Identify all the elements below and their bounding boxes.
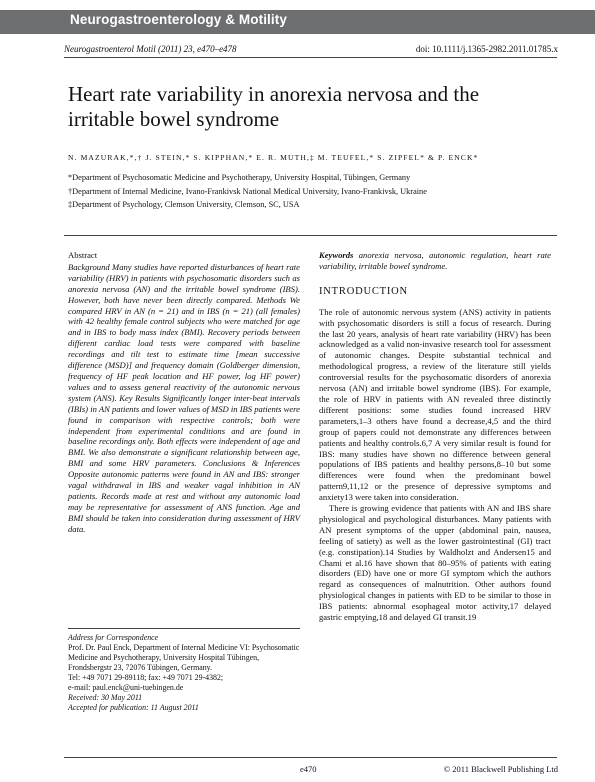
accepted-date: Accepted for publication: 11 August 2011 — [68, 703, 199, 712]
intro-paragraph-2: There is growing evidence that patients with AN and IBS share physiological and psychological disturbances. Many patients with AN present symptoms of the upper (abdominal pain, nausea, feeling of satiety) as well as the lower gastrointestinal (GI) tract (e.g. constipation).14 Studies by Waldholzt and Andersen15 and Chami et al.16 have shown that 80–95% of patients with eating disorders (ED) have one or more GI symptom which the authors regard as consequences of malnutrition. Other authors found physiological changes in patients with ED to be similar to those in IBS patients: abnormal esophageal motor activity,17 delayed gastric emptying,18 and delayed GI transit.19 — [319, 503, 551, 623]
affiliation-3: ‡Department of Psychology, Clemson University, Clemson, SC, USA — [68, 200, 300, 209]
article-title: Heart rate variability in anorexia nervosa and the irritable bowel syndrome — [68, 82, 480, 131]
correspondence-rule — [68, 628, 300, 629]
right-column — [319, 250, 551, 623]
keywords — [319, 250, 551, 272]
keywords-text: anorexia nervosa, autonomic regulation, heart rate variability, irritable bowel syndrome. — [319, 250, 551, 271]
authors: N. MAZURAK,*,† J. STEIN,* S. KIPPHAN,* E. R. MUTH,‡ M. TEUFEL,* S. ZIPFEL* & P. ENCK* — [68, 153, 479, 162]
affiliation-1: *Department of Psychosomatic Medicine and Psychotherapy, University Hospital, Tübingen, Germany — [68, 173, 411, 182]
abstract-heading: Abstract — [68, 250, 98, 260]
correspondence-email[interactable]: e-mail: paul.enck@uni-tuebingen.de — [68, 683, 184, 692]
correspondence — [68, 633, 300, 713]
received-date: Received: 30 May 2011 — [68, 693, 143, 702]
footer-rule — [64, 757, 557, 758]
doi: doi: 10.1111/j.1365-2982.2011.01785.x — [415, 44, 558, 54]
citation: Neurogastroenterol Motil (2011) 23, e470–e478 — [64, 44, 237, 54]
section-rule — [64, 235, 557, 236]
journal-name: Neurogastroenterology & Motility — [70, 12, 287, 27]
copyright: © 2011 Blackwell Publishing Ltd — [443, 764, 558, 774]
abstract-text: Background Many studies have reported disturbances of heart rate variability (HRV) in patients with psychosomatic disorders such as anorexia nervosa (AN) and the irritable bowel syndrome (IBS). However, both have never been directly compared. Methods We compared HRV in AN (n = 21) and in IBS (n = 21) (all females) with 42 healthy female control subjects who were matched for age and in IBS to body mass index (BMI). Recovery periods between different cardiac load tests were compared with baseline recordings and tilt test to estimate time [mean successive difference (MSD)] and frequency domain (Goldberger dimension, frequency of HF peak location and HF power, log HF power) values and to assess general reactivity of the autonomic nervous system (ANS). Key Results Significantly longer inter-beat intervals (IBIs) in AN patients and lower values of MSD in IBS patients were found in comparison with respective controls; both were independent from experimental conditions and are found in baseline recordings only. Both effects were independent of age and BMI. We also demonstrate a significant relationship between age, BMI and some HRV parameters. Conclusions & Inferences Opposite autonomic patterns were found in AN and IBS: stronger vagal withdrawal in IBS and weaker vagal inhibition in AN patients. Records made at rest and without any autonomic load may be representative for assessment of ANS function. Age and BMI should be taken into consideration during assessment of HRV data. — [68, 261, 301, 534]
correspondence-phone: Tel: +49 7071 29-89118; fax: +49 7071 29-4382; — [68, 673, 224, 682]
intro-paragraph-1: The role of autonomic nervous system (ANS) activity in patients with psychosomatic disorders is still a focus of research. During the last 20 years, analysis of heart rate variability (HRV) has been acknowledged as a valid non-invasive research tool for assessment of autonomic changes. Despite substantial technical and methodological progress, a review of the literature still yields controversial results for the psychosomatic disorders of anorexia nervosa (AN) and irritable bowel syndrome (IBS). For example, the role of HRV in patients with AN revealed three distinctly different positions: some studies found increased HRV parameters,1–3 others have found a decrease,4,5 and the third group of papers could not demonstrate any differences between patients and healthy controls.6,7 A very similar result is found for IBS: many studies have shown no difference between general populations of IBS patients and healthy persons,8–10 but some differences were found when the predominant bowel pattern9,11,12 or the presence of depressive symptoms and anxiety13 were taken into consideration. — [319, 306, 551, 503]
keywords-label: Keywords — [319, 250, 354, 260]
abstract — [68, 250, 300, 535]
correspondence-label: Address for Correspondence — [68, 633, 159, 642]
affiliation-2: †Department of Internal Medicine, Ivano-Frankivsk National Medical University, Ivano-Frankivsk, Ukraine — [68, 187, 427, 196]
introduction-heading: INTRODUCTION — [319, 285, 408, 297]
journal-banner — [0, 10, 595, 34]
correspondence-address: Prof. Dr. Paul Enck, Department of Internal Medicine VI: Psychosomatic Medicine and Psychotherapy, University Hospital Tübingen, Frondsbergstr 23, 72076 Tübingen, Germany. — [68, 643, 300, 672]
page-number: e470 — [300, 764, 317, 774]
header-rule — [64, 57, 557, 58]
